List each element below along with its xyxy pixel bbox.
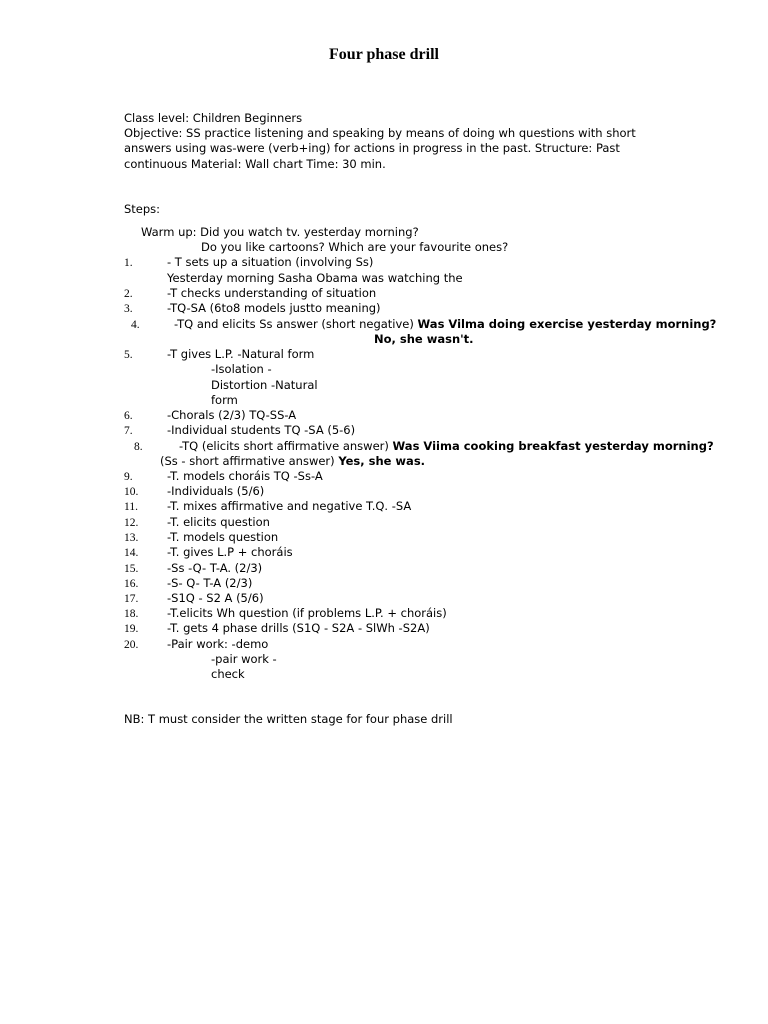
step-number: 1. — [124, 257, 133, 269]
step-text: -T checks understanding of situation — [167, 286, 377, 300]
step-text: -Individual students TQ -SA (5-6) — [167, 423, 356, 437]
step-text: -TQ-SA (6to8 models justto meaning) — [167, 301, 381, 315]
step-text: Yesterday morning Sasha Obama was watching the — [167, 271, 463, 285]
step-text: -Chorals (2/3) TQ-SS-A — [167, 408, 297, 422]
step-number: 5. — [124, 349, 133, 361]
step-text: -Individuals (5/6) — [167, 484, 265, 498]
step-text: -S- Q- T-A (2/3) — [167, 576, 253, 590]
note: NB: T must consider the written stage for four phase drill — [124, 712, 453, 726]
step-text: -T. gets 4 phase drills (S1Q - S2A - SlWh -S2A) — [167, 621, 430, 635]
step-number: 19. — [124, 623, 139, 635]
class-level: Class level: Children Beginners — [124, 111, 303, 125]
step-text: -T. models choráis TQ -Ss-A — [167, 469, 323, 483]
step-number: 16. — [124, 578, 139, 590]
step-number: 8. — [134, 441, 143, 453]
page-title: Four phase drill — [329, 46, 439, 63]
step-text: -Pair work: -demo — [167, 637, 269, 651]
step-number: 15. — [124, 563, 139, 575]
step-text: -T. models question — [167, 530, 279, 544]
question-text: Was Vilma doing exercise yesterday morning? — [417, 317, 717, 331]
objective-line-1: Objective: SS practice listening and speaking by means of doing wh questions with short — [124, 126, 636, 140]
objective-line-2: answers using was-were (verb+ing) for actions in progress in the past. Structure: Past — [124, 141, 620, 155]
step-text: -Isolation - — [211, 362, 272, 376]
step-number: 11. — [124, 501, 138, 513]
warmup-line-1: Warm up: Did you watch tv. yesterday morning? — [141, 225, 419, 239]
step-number: 14. — [124, 547, 139, 559]
step-text: -T gives L.P. -Natural form — [167, 347, 315, 361]
step-text: - T sets up a situation (involving Ss) — [167, 255, 374, 269]
step-number: 18. — [124, 608, 139, 620]
step-number: 4. — [131, 319, 140, 331]
step-text: -S1Q - S2 A (5/6) — [167, 591, 264, 605]
step-text: -T. mixes affirmative and negative T.Q. -SA — [167, 499, 412, 513]
step-text: Distortion -Natural — [211, 378, 318, 392]
step-number: 10. — [124, 486, 139, 498]
step-text: -TQ (elicits short affirmative answer) Was Viima cooking breakfast yesterday morning? — [179, 439, 714, 453]
step-text: check — [211, 667, 245, 681]
step-text: -Ss -Q- T-A. (2/3) — [167, 561, 263, 575]
question-text: Was Viima cooking breakfast yesterday morning? — [392, 439, 714, 453]
step-number: 20. — [124, 639, 139, 651]
step-number: 12. — [124, 517, 139, 529]
step-number: 6. — [124, 410, 133, 422]
step-text: -pair work - — [211, 652, 277, 666]
step-text: -T.elicits Wh question (if problems L.P. + choráis) — [167, 606, 447, 620]
answer-text: No, she wasn't. — [374, 332, 474, 346]
step-text: (Ss - short affirmative answer) Yes, she was. — [160, 454, 426, 468]
warmup-line-2: Do you like cartoons? Which are your favourite ones? — [201, 240, 509, 254]
step-number: 3. — [124, 303, 133, 315]
objective-line-3: continuous Material: Wall chart Time: 30 min. — [124, 157, 386, 171]
step-number: 13. — [124, 532, 139, 544]
answer-text: Yes, she was. — [338, 454, 426, 468]
steps-label: Steps: — [124, 202, 161, 216]
step-number: 7. — [124, 425, 133, 437]
step-number: 9. — [124, 471, 133, 483]
step-text: -T. elicits question — [167, 515, 270, 529]
step-text: -T. gives L.P + choráis — [167, 545, 293, 559]
step-number: 17. — [124, 593, 139, 605]
step-text: form — [211, 393, 238, 407]
step-number: 2. — [124, 288, 133, 300]
step-text: -TQ and elicits Ss answer (short negative) Was Vilma doing exercise yesterday morning? — [174, 317, 717, 331]
